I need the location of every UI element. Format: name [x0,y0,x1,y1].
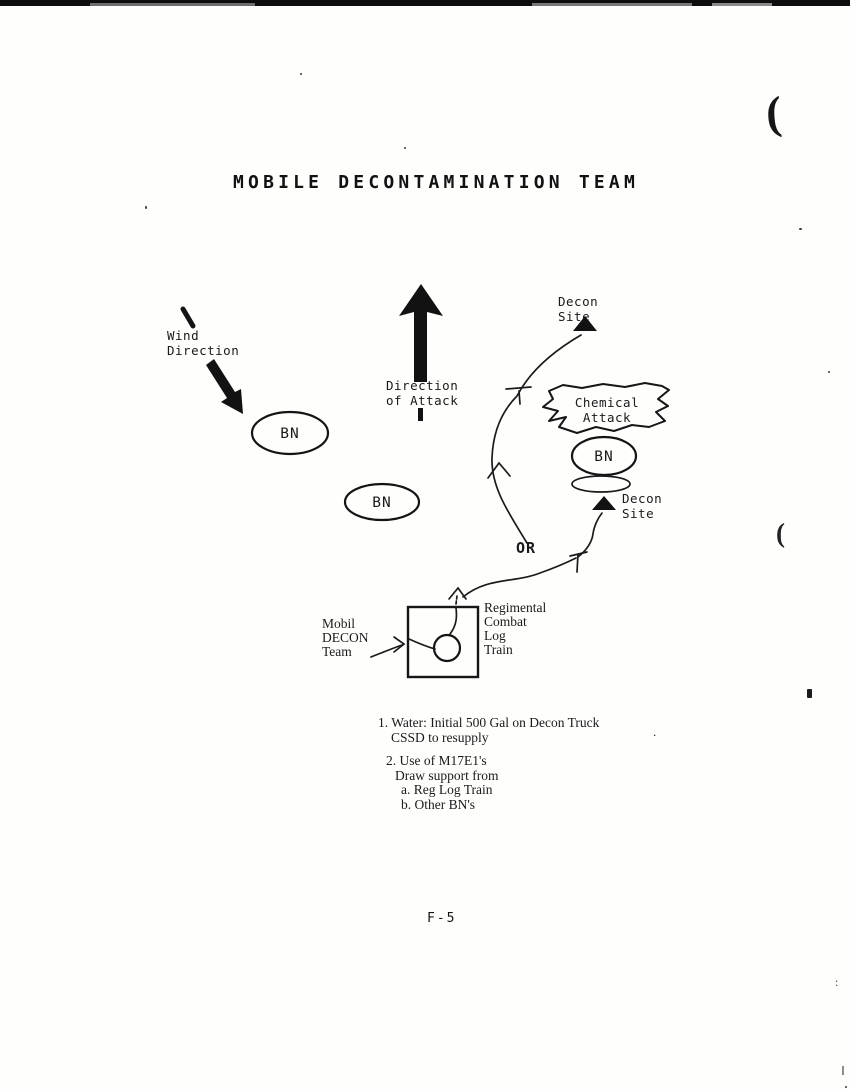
note-1-line-2: CSSD to resupply [391,729,489,745]
route-to-right-decon-site [578,513,602,557]
mobil-team-arrowhead [394,637,404,652]
regimental-label-line1: Regimental [484,600,547,615]
scan-mark-paren-small: ( [776,518,785,548]
regimental-label-line2: Combat [484,614,527,629]
log-train-exit-line [450,608,456,634]
mobil-team-label-line3: Team [322,644,352,659]
decon-site-right-arrowhead [592,496,616,510]
scan-speck [799,228,802,230]
wind-tick-mark [183,309,193,326]
note-2-line-2: Draw support from [395,767,499,783]
bn-center-label: BN [372,495,392,511]
notes-block [378,716,599,813]
log-train-circle [434,635,460,661]
route-from-log-train [463,558,576,597]
decon-site-right-label-line1: Decon [622,491,663,506]
mobil-team-label-line1: Mobil [322,616,356,631]
mobil-team-arrow-line [371,645,402,657]
scan-mark-paren-large: ( [764,86,784,139]
scan-mark-period: . [653,724,657,739]
chemical-attack-label-line1: Chemical [574,395,640,410]
note-1-line-1: 1. Water: Initial 500 Gal on Decon Truck [378,715,600,730]
route-to-top-decon-site [492,335,581,543]
route-crossing-tick-right [570,552,587,572]
log-train-exit-dash [456,596,457,604]
mobil-team-label-line2: DECON [322,630,369,645]
note-2-line-3: a. Reg Log Train [401,782,493,798]
regimental-label-line4: Train [484,642,513,657]
page-number: F-5 [427,911,457,926]
decon-site-top-label-line1: Decon [558,294,599,309]
log-train-box [408,607,478,677]
scan-speck [145,206,147,209]
direction-of-attack-arrow [399,284,443,382]
scan-mark-apostrophe [807,689,812,698]
chemical-attack-label-line2: Attack [582,410,632,425]
attack-label-line2: of Attack [386,393,459,408]
wind-direction-label-line1: Wind [167,328,200,343]
note-2-line-1: 2. Use of M17E1's [386,753,487,769]
scan-mark-dash [842,1066,844,1075]
scan-speck [300,73,302,75]
attack-label-line1: Direction [386,378,459,393]
scan-mark-colon: : [835,975,839,989]
decon-site-top-label-line2: Site [558,309,591,324]
note-2-line-4: b. Other BN's [401,796,476,812]
route-crossing-tick-top [506,387,531,404]
scan-speck [828,371,830,373]
scan-speck [845,1086,847,1088]
attack-label-tick [418,408,423,421]
or-label: OR [516,539,537,557]
regimental-label-line3: Log [484,628,506,643]
log-train-internal-line [409,639,435,649]
page-title: MOBILE DECONTAMINATION TEAM [233,172,639,193]
decon-site-pad-ellipse [572,476,630,492]
wind-direction-arrow [206,359,243,414]
decon-site-right-label-line2: Site [622,506,655,521]
scan-speck [404,147,406,149]
bn-left-label: BN [280,426,300,442]
wind-direction-label-line2: Direction [167,343,240,358]
bn-right-label: BN [594,449,614,465]
